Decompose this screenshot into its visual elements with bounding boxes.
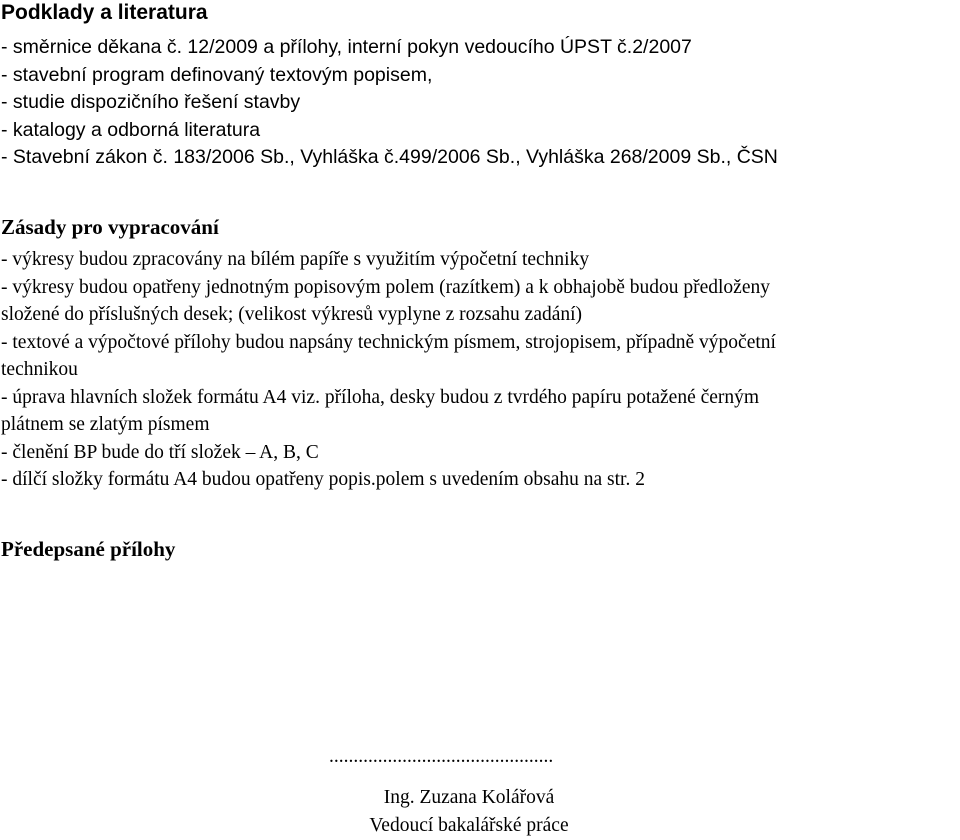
signature-line: .............................................. [329, 746, 554, 767]
heading-podklady-a-literatura: Podklady a literatura [1, 1, 208, 24]
list-item: - stavební program definovaný textovým popisem, [1, 63, 433, 86]
list-podklady [1, 34, 778, 172]
list-item: - Stavební zákon č. 183/2006 Sb., Vyhláška č.499/2006 Sb., Vyhláška 268/2009 Sb., ČSN [1, 146, 778, 168]
signatory-name: Ing. Zuzana Kolářová [383, 787, 555, 808]
heading-zasady-pro-vypracovani: Zásady pro vypracování [1, 215, 219, 239]
list-item: - dílčí složky formátu A4 budou opatřeny popis.polem s uvedením obsahu na str. 2 [1, 469, 645, 490]
list-zasady [1, 246, 776, 494]
signatory-role: Vedoucí bakalářské práce [369, 815, 569, 836]
list-item: - textové a výpočtové přílohy budou napsány technickým písmem, strojopisem, případně výpočetní [1, 331, 776, 353]
list-item: - úprava hlavních složek formátu A4 viz. příloha, desky budou z tvrdého papíru potažené černým [1, 386, 760, 408]
heading-predepsane-prilohy: Předepsané přílohy [1, 537, 176, 561]
list-item: - členění BP bude do tří složek – A, B, C [1, 441, 319, 463]
list-item: složené do příslušných desek; (velikost výkresů vyplyne z rozsahu zadání) [1, 304, 583, 325]
list-item: - výkresy budou zpracovány na bílém papíře s využitím výpočetní techniky [1, 249, 590, 270]
list-item: technikou [1, 359, 78, 380]
list-item: - směrnice děkana č. 12/2009 a přílohy, interní pokyn vedoucího ÚPST č.2/2007 [1, 36, 692, 58]
signature-block [329, 744, 609, 840]
list-item: - katalogy a odborná literatura [1, 118, 261, 141]
list-item: - výkresy budou opatřeny jednotným popisovým polem (razítkem) a k obhajobě budou předloženy [1, 276, 770, 298]
list-item: - studie dispozičního řešení stavby [1, 91, 301, 113]
list-item: plátnem se zlatým písmem [1, 414, 210, 435]
